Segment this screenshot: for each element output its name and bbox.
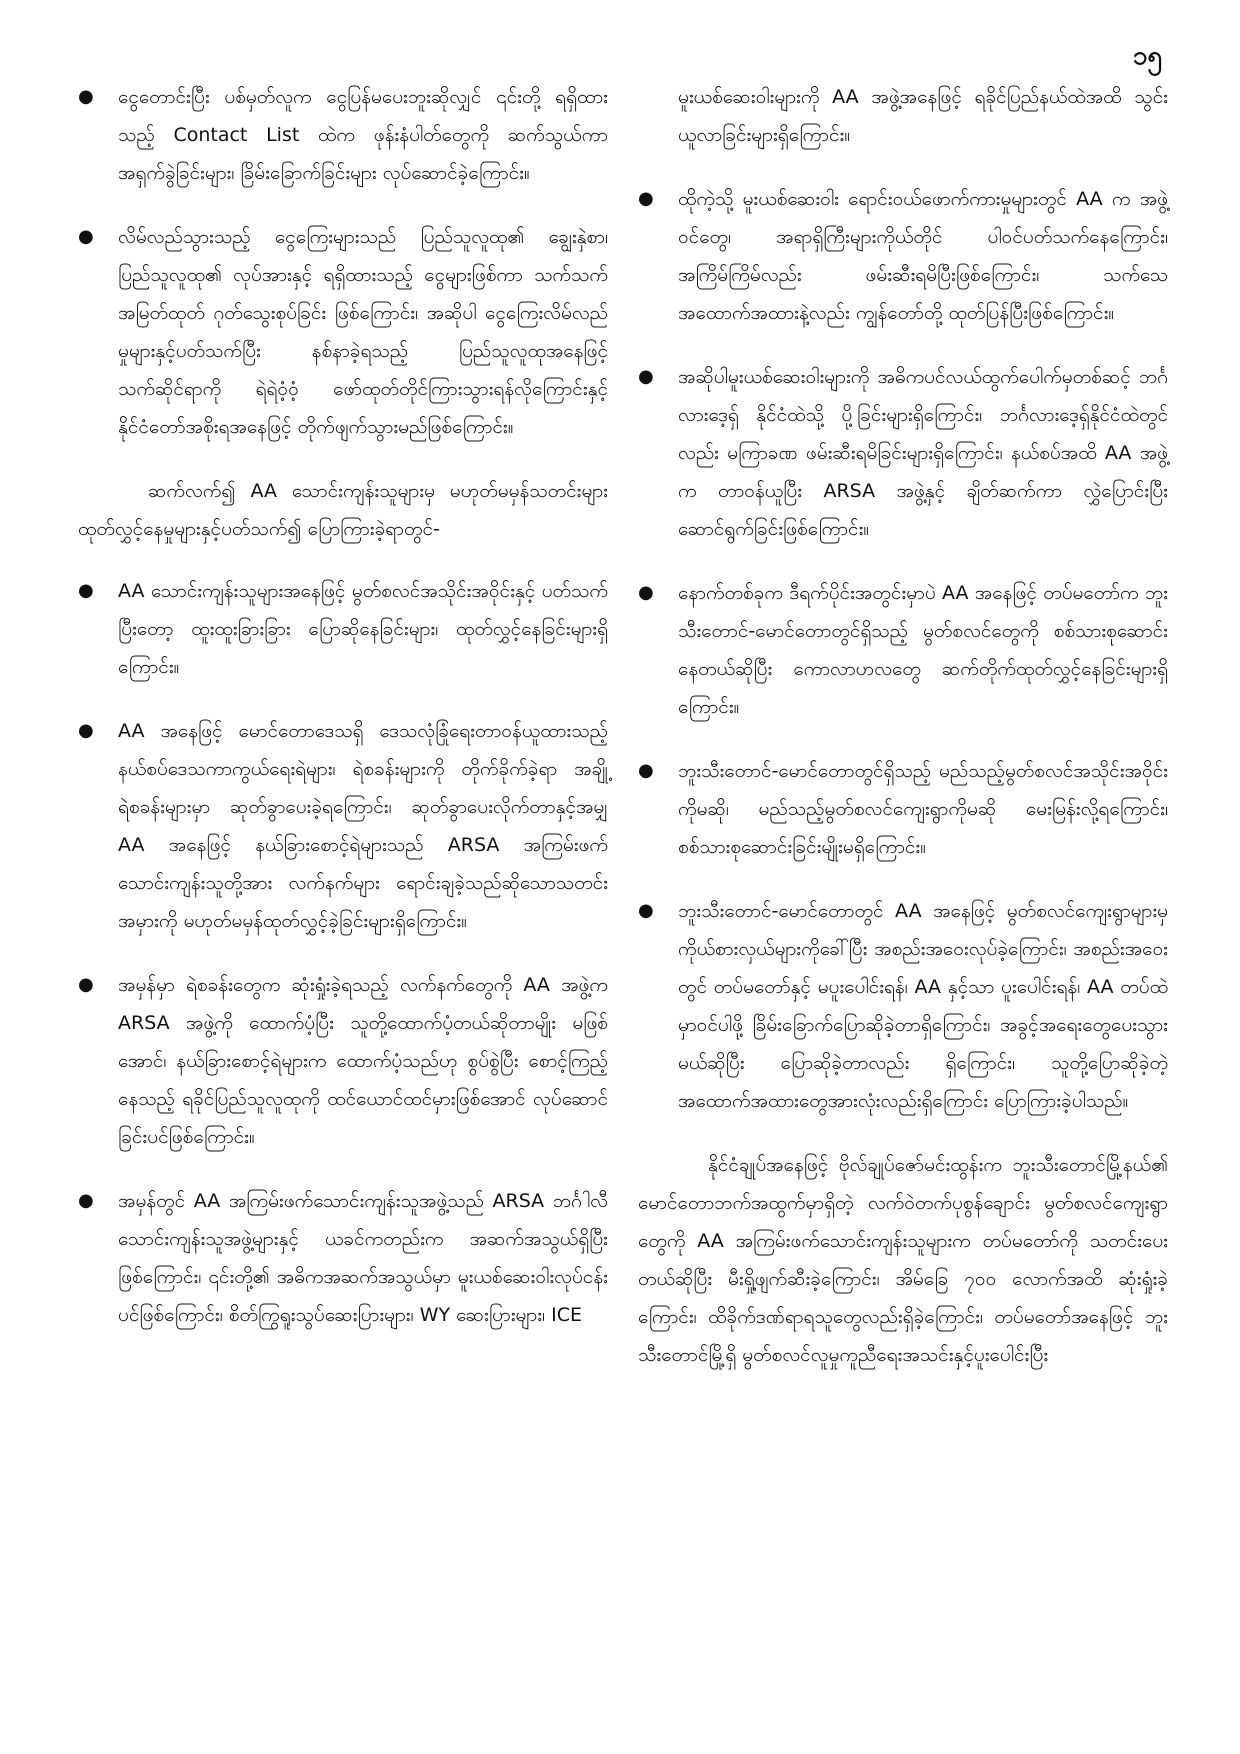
bullet-item: ● အဆိုပါမူးယစ်ဆေးဝါးများကို အဓိကပင်လယ်ထွက်ပေါက်မှတစ်ဆင့် ဘင်္ဂလားဒေ့ရှ် နိုင်ငံထဲသို့ ပို့ခြင်းများရှိကြောင်း၊ ဘင်္ဂလားဒေ့ရှ်နိုင်ငံထဲတွင်လည်း မကြာခဏ ဖမ်းဆီးရမိခြင်းများရှိကြောင်း၊ နယ်စပ်အထိ AA အဖွဲ့က တာဝန်ယူပြီး ARSA အဖွဲ့နှင့် ချိတ်ဆက်ကာ လွှဲပြောင်းပြီး ဆောင်ရွက်ခြင်းဖြစ်ကြောင်း။ [638,358,1168,548]
body-paragraph: နိုင်ငံချုပ်အနေဖြင့် ဗိုလ်ချုပ်ဇော်မင်းထွန်းက ဘူးသီးတောင်မြို့နယ်၏ မောင်တောဘက်အထွက်မှာရှိတဲ့ လက်ဝဲတက်ပုစွန်ချောင်း မွတ်စလင်ကျေးရွာတွေကို AA အကြမ်းဖက်သောင်းကျန်းသူများက တပ်မတော်ကို သတင်းပေးတယ်ဆိုပြီး မီးရှို့ဖျက်ဆီးခဲ့ကြောင်း၊ အိမ်ခြေ ၇၀၀ လောက်အထိ ဆုံးရှုံးခဲ့ကြောင်း၊ ထိခိုက်ဒဏ်ရာရသူတွေလည်းရှိခဲ့ကြောင်း၊ တပ်မတော်အနေဖြင့် ဘူးသီးတောင်မြို့ရှိ မွတ်စလင်လူမှုကူညီရေးအသင်းနှင့်ပူးပေါင်းပြီး [638,1154,1168,1366]
bullet-list [638,180,1168,1120]
bullet-item: ● အမှန်တွင် AA အကြမ်းဖက်သောင်းကျန်းသူအဖွဲ့သည် ARSA ဘင်္ဂါလီသောင်းကျန်းသူအဖွဲ့များနှင့် ယခင်ကတည်းက အဆက်အသွယ်ရှိပြီးဖြစ်ကြောင်း၊ ၎င်းတို့၏ အဓိကအဆက်အသွယ်မှာ မူးယစ်ဆေးဝါးလုပ်ငန်းပင်ဖြစ်ကြောင်း၊ စိတ်ကြွရူးသွပ်ဆေးပြားများ၊ WY ဆေးပြားများ၊ ICE [78,1182,608,1334]
bullet-list [78,78,608,446]
bullet-item: ● အမှန်မှာ ရဲစခန်းတွေက ဆုံးရှုံးခဲ့ရသည့် လက်နက်တွေကို AA အဖွဲ့က ARSA အဖွဲ့ကို ထောက်ပံ့ပြီး သူတို့ထောက်ပံ့တယ်ဆိုတာမျိုး မဖြစ်အောင်၊ နယ်ခြားစောင့်ရဲများက ထောက်ပံ့သည်ဟု စွပ်စွဲပြီး စောင့်ကြည့်နေသည့် ရခိုင်ပြည်သူလူထုကို ထင်ယောင်ထင်မှားဖြစ်အောင် လုပ်ဆောင်ခြင်းပင်ဖြစ်ကြောင်း။ [78,966,608,1156]
bullet-list [78,572,608,1334]
bullet-item: ● AA အနေဖြင့် မောင်တောဒေသရှိ ဒေသလုံခြုံရေးတာဝန်ယူထားသည့် နယ်စပ်ဒေသကာကွယ်ရေးရဲများ၊ ရဲစခန်းများကို တိုက်ခိုက်ခဲ့ရာ အချို့ရဲစခန်းများမှာ ဆုတ်ခွာပေးခဲ့ရကြောင်း၊ ဆုတ်ခွာပေးလိုက်တာနှင့်အမျှ AA အနေဖြင့် နယ်ခြားစောင့်ရဲများသည် ARSA အကြမ်းဖက်သောင်းကျန်းသူတို့အား လက်နက်များ ရောင်းချခဲ့သည်ဆိုသောသတင်းအမှားကို မဟုတ်မမှန်ထုတ်လွှင့်ခဲ့ခြင်းများရှိကြောင်း။ [78,712,608,940]
text-columns [78,78,1168,1698]
body-paragraph: ဆက်လက်၍ AA သောင်းကျန်းသူများမှ မဟုတ်မမှန်သတင်းများ ထုတ်လွှင့်နေမှုများနှင့်ပတ်သက်၍ ပြောကြားခဲ့ရာတွင်- [78,480,608,540]
bullet-item: ● ဘူးသီးတောင်-မောင်တောတွင် AA အနေဖြင့် မွတ်စလင်ကျေးရွာများမှ ကိုယ်စားလှယ်များကိုခေါ်ပြီး အစည်းအဝေးလုပ်ခဲ့ကြောင်း၊ အစည်းအဝေးတွင် တပ်မတော်နှင့် မပူးပေါင်းရန်၊ AA နှင့်သာ ပူးပေါင်းရန်၊ AA တပ်ထဲမှာဝင်ပါဖို့ ခြိမ်းခြောက်ပြောဆိုခဲ့တာရှိကြောင်း၊ အခွင့်အရေးတွေပေးသွားမယ်ဆိုပြီး ပြောဆိုခဲ့တာလည်း ရှိကြောင်း၊ သူတို့ပြောဆိုခဲ့တဲ့ အထောက်အထားတွေအားလုံးလည်းရှိကြောင်း ပြောကြားခဲ့ပါသည်။ [638,892,1168,1120]
page-number: ၁၅ [1132,41,1162,71]
bullet-item: ● ဘူးသီးတောင်-မောင်တောတွင်ရှိသည့် မည်သည့်မွတ်စလင်အသိုင်းအဝိုင်းကိုမဆို၊ မည်သည့်မွတ်စလင်ကျေးရွာကိုမဆို မေးမြန်းလို့ရကြောင်း၊ စစ်သားစုဆောင်းခြင်းမျိုးမရှိကြောင်း။ [638,752,1168,866]
bullet-item: ● လိမ်လည်သွားသည့် ငွေကြေးများသည် ပြည်သူလူထု၏ ချွေးနှဲစာ၊ ပြည်သူလူထု၏ လုပ်အားနှင့် ရရှိထားသည့် ငွေများဖြစ်ကာ သက်သက်အမြတ်ထုတ် ဂုတ်သွေးစုပ်ခြင်း ဖြစ်ကြောင်း၊ အဆိုပါ ငွေကြေးလိမ်လည်မှုများနှင့်ပတ်သက်ပြီး နစ်နာခဲ့ရသည့် ပြည်သူလူထုအနေဖြင့် သက်ဆိုင်ရာကို ရဲရဲဝံ့ဝံ့ ဖော်ထုတ်တိုင်ကြားသွားရန်လိုကြောင်းနှင့် နိုင်ငံတော်အစိုးရအနေဖြင့် တိုက်ဖျက်သွားမည်ဖြစ်ကြောင်း။ [78,218,608,446]
right-column [638,78,1168,1698]
left-column [78,78,608,1698]
bullet-item: ● နောက်တစ်ခုက ဒီရက်ပိုင်းအတွင်းမှာပဲ AA အနေဖြင့် တပ်မတော်က ဘူးသီးတောင်-မောင်တောတွင်ရှိသည့် မွတ်စလင်တွေကို စစ်သားစုဆောင်းနေတယ်ဆိုပြီး ကောလာဟလတွေ ဆက်တိုက်ထုတ်လွှင့်နေခြင်းများရှိကြောင်း။ [638,574,1168,726]
bullet-item: ● AA သောင်းကျန်းသူများအနေဖြင့် မွတ်စလင်အသိုင်းအဝိုင်းနှင့် ပတ်သက်ပြီးတော့ ထူးထူးခြားခြား ပြောဆိုနေခြင်းများ၊ ထုတ်လွှင့်နေခြင်းများရှိကြောင်း။ [78,572,608,686]
continuation-text: မူးယစ်ဆေးဝါးများကို AA အဖွဲ့အနေဖြင့် ရခိုင်ပြည်နယ်ထဲအထိ သွင်းယူလာခြင်းများရှိကြောင်း။ [678,86,1168,146]
bullet-item: ● ထိုကဲ့သို့ မူးယစ်ဆေးဝါး ရောင်းဝယ်ဖောက်ကားမှုများတွင် AA က အဖွဲ့ဝင်တွေ၊ အရာရှိကြီးများကိုယ်တိုင် ပါဝင်ပတ်သက်နေကြောင်း၊ အကြိမ်ကြိမ်လည်း ဖမ်းဆီးရမိပြီးဖြစ်ကြောင်း၊ သက်သေအထောက်အထားနဲ့လည်း ကျွန်တော်တို့ ထုတ်ပြန်ပြီးဖြစ်ကြောင်း။ [638,180,1168,332]
bullet-item: ● ငွေတောင်းပြီး ပစ်မှတ်လူက ငွေပြန်မပေးဘူးဆိုလျှင် ၎င်းတို့ ရရှိထားသည့် Contact List ထဲက ဖုန်းနံပါတ်တွေကို ဆက်သွယ်ကာ အရှက်ခွဲခြင်းများ၊ ခြိမ်းခြောက်ခြင်းများ လုပ်ဆောင်ခဲ့ကြောင်း။ [78,78,608,192]
